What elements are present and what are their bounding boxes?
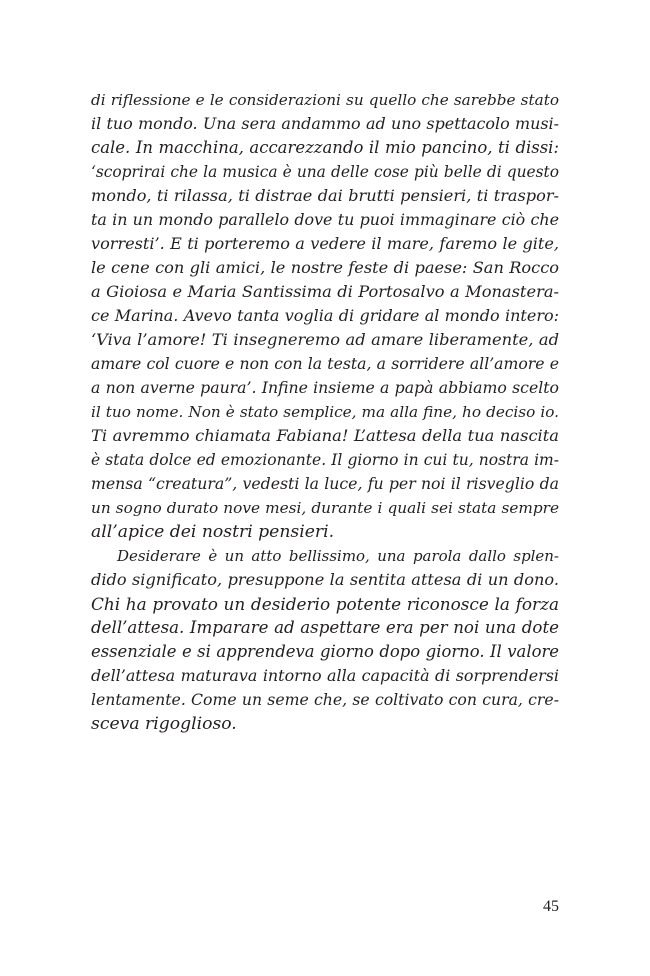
body-text xyxy=(91,88,559,736)
text-line: lentamente. Come un seme che, se coltivato con cura, cre- xyxy=(91,690,559,709)
text-line: a non averne paura’. Infine insieme a papà abbiamo scelto xyxy=(91,378,559,397)
paragraph-2 xyxy=(91,544,559,736)
paragraph-1 xyxy=(91,88,559,544)
text-line: cale. In macchina, accarezzando il mio pancino, ti dissi: xyxy=(91,138,559,157)
text-line: ce Marina. Avevo tanta voglia di gridare al mondo intero: xyxy=(91,306,559,325)
text-line: è stata dolce ed emozionante. Il giorno in cui tu, nostra im- xyxy=(91,451,559,469)
text-line: amare col cuore e non con la testa, a sorridere all’amore e xyxy=(91,354,559,373)
text-line: ‘Viva l’amore! Ti insegneremo ad amare liberamente, ad xyxy=(91,330,559,349)
page-number: 45 xyxy=(543,898,559,915)
text-line: ‘scoprirai che la musica è una delle cose più belle di questo xyxy=(91,163,559,181)
text-line: dell’attesa maturava intorno alla capacità di sorprendersi xyxy=(91,666,559,685)
text-line: dido significato, presuppone la sentita attesa di un dono. xyxy=(91,570,559,589)
text-line: all’apice dei nostri pensieri. xyxy=(91,522,335,542)
text-line: il tuo nome. Non è stato semplice, ma alla fine, ho deciso io. xyxy=(91,403,559,421)
text-line: a Gioiosa e Maria Santissima di Portosalvo a Monastera- xyxy=(91,282,559,301)
text-line: mensa “creatura”, vedesti la luce, fu per noi il risveglio da xyxy=(91,474,559,493)
text-line: essenziale e si apprendeva giorno dopo giorno. Il valore xyxy=(91,642,559,661)
text-line: il tuo mondo. Una sera andammo ad uno spettacolo musi- xyxy=(91,114,559,133)
text-line: le cene con gli amici, le nostre feste di paese: San Rocco xyxy=(91,258,559,277)
text-line: Chi ha provato un desiderio potente riconosce la forza xyxy=(91,594,559,614)
text-line: un sogno durato nove mesi, durante i quali sei stata sempre xyxy=(91,499,559,517)
text-line: vorresti’. E ti porteremo a vedere il mare, faremo le gite, xyxy=(91,234,559,253)
text-line: Desiderare è un atto bellissimo, una parola dallo splen- xyxy=(117,547,559,565)
text-line: mondo, ti rilassa, ti distrae dai brutti pensieri, ti traspor- xyxy=(91,186,559,205)
text-line: di riflessione e le considerazioni su quello che sarebbe stato xyxy=(91,91,559,109)
text-line: ta in un mondo parallelo dove tu puoi immaginare ciò che xyxy=(91,210,559,229)
text-line: Ti avremmo chiamata Fabiana! L’attesa della tua nascita xyxy=(91,426,559,445)
text-line: sceva rigoglioso. xyxy=(91,714,237,734)
text-line: dell’attesa. Imparare ad aspettare era per noi una dote xyxy=(91,618,559,637)
